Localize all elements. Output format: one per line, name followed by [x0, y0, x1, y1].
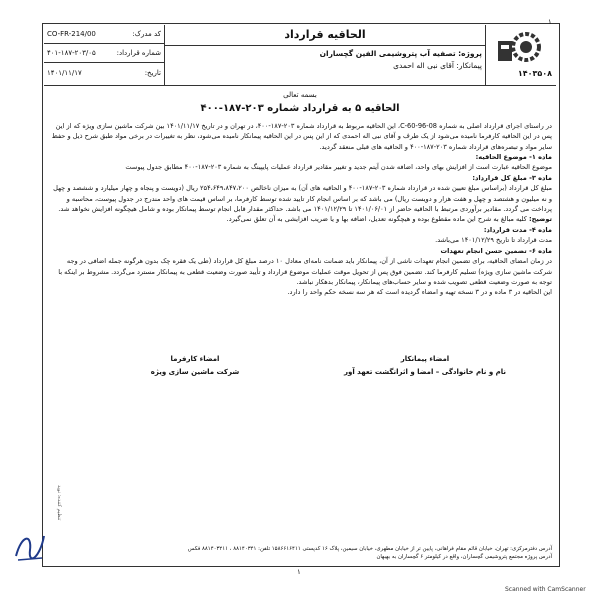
article-4-heading: ماده ۴- مدت قرارداد:	[483, 225, 552, 234]
contract-date: ۱۴۰۱/۱۱/۱۷	[47, 68, 82, 77]
form-code-label: کد مدرک:	[132, 30, 161, 38]
amendment-title: الحاقیه ۵ به قرارداد شماره ۲۰۳-۱۸۷-۴۰۰	[200, 103, 400, 115]
employer-signature-name: شرکت ماشین سازی ویژه	[150, 368, 240, 376]
contractor-label: پیمانکار:	[456, 61, 482, 70]
document-header	[44, 25, 556, 86]
bismillah: بسمه تعالی	[283, 91, 317, 99]
contractor-signature-block	[340, 353, 510, 379]
note-heading: توضیح:	[528, 215, 552, 224]
contract-number-label: شماره قرارداد:	[116, 49, 161, 57]
header-center	[164, 25, 486, 85]
office-address: آدرس دفترمرکزی: تهران، خیابان قائم مقام فراهانی، پایین تر از خیابان مطهری، خیابان سیمین، پلاک ۱۶ کدپستی ۱۵۸۶۶۱۶۴۱۱ تلفن: ۸۸۱۴۰۳۴۱ ، ۸۸۱۴۰۳۲۱۱ فکس	[187, 546, 552, 552]
form-code: CO-FR-214/00	[47, 30, 96, 38]
header-meta	[44, 25, 165, 85]
project-label: پروژه:	[458, 49, 482, 58]
project-name: تصفیه آب پتروشیمی الفین گچساران	[319, 49, 456, 58]
intro-paragraph: در راستای اجرای قرارداد اصلی به شماره C-60-96-08، این الحاقیه مربوط به قرارداد شماره ۲۰۳-۱۸۷-۴۰۰، در تهران و در تاریخ ۱۴۰۱/۱۱/۱۷ بین شرکت ماشین سازی ویژه که از این پس در این الحاقیه کارفرما نامیده می‌شود از یک طرف و آقای نبی اله احمدی که از این پس در این الحاقیه پیمانکار نامیده می‌شود، نظر به تغییرات در برخی مواد طبق شرح ذیل و حفظ سایر مواد و تبصره‌های قرارداد شماره ۲۰۳-۱۸۷-۴۰۰ و الحاقیه های قبلی منعقد گردید.	[51, 121, 552, 151]
page-corner-number: ۱	[548, 18, 552, 26]
employer-signature-block	[110, 353, 280, 379]
contractor-signature-name: نام و نام خانوادگی – امضا و اثرانگشت تعهد آور	[343, 368, 507, 376]
document-title: الحاقیه قرارداد	[164, 25, 486, 46]
document-body	[48, 90, 552, 298]
article-1-text: موضوع الحاقیه عبارت است از افزایش بهای واحد، اضافه شدن آیتم جدید و تغییر مقادیر قرارداد عملیات پایپینگ به شماره ۲۰۳-۱۸۷-۴۰۰ مطابق جدول پیوست	[125, 163, 552, 172]
article-1-heading: ماده ۱- موضوع الحاقیه:	[475, 153, 552, 162]
article-3-text: مبلغ کل قرارداد (براساس مبلغ تعیین شده در قرارداد شماره ۲۰۳-۱۸۷-۴۰۰ و الحاقیه های آن) به میزان ناخالص ۲۵۴،۶۴۹،۸۴۷،۲۰۰ ریال (دویست و پنجاه و چهار میلیارد و ششصد و چهل و نه میلیون و هشتصد و چهل و هفت هزار و دویست ریال) می باشد که بر اساس انجام کار تایید شده توسط کارفرما، بر اساس قیمت های واحد مندرج در جدول پیوست، محاسبه و پرداخت می گردد. مقادیر برآوردی مرتبط با الحاقیه حاضر از ۱۴۰۱/۰۶/۰۱ تا ۱۴۰۱/۱۲/۲۹ می باشد. حداکثر مقدار قابل انجام توسط پیمانکار بوده و شامل هیچگونه افزایش نخواهد شد.	[53, 184, 552, 214]
employer-signature-label: امضاء کارفرما	[170, 355, 220, 363]
footer-address	[48, 545, 552, 561]
side-note: تنظیم کننده: نوید	[56, 484, 62, 520]
article-3-heading: ماده ۳- مبلغ کل قرارداد:	[472, 173, 552, 182]
page-number: ۱	[297, 568, 301, 576]
scanner-watermark: Scanned with CamScanner	[505, 586, 586, 593]
article-4-text: مدت قرارداد تا تاریخ ۱۴۰۱/۱۲/۲۹ می‌باشد.	[435, 236, 552, 245]
note-text: کلیه مبالغ به شرح این ماده مقطوع بوده و هیچگونه تعدیل، اضافه بها و یا ضریب افزایشی به آن تعلق نمی‌گیرد.	[226, 215, 527, 224]
contractor-signature-label: امضاء پیمانکار	[400, 355, 450, 363]
signature-stamp-icon	[12, 528, 48, 564]
project-address: آدرس پروژه مجتمع پتروشیمی گچساران، واقع در کیلومتر ۶ گچساران به بهبهان	[376, 554, 552, 560]
header-logo-cell	[485, 25, 556, 85]
company-logo-icon	[494, 31, 550, 67]
contractor-name: آقای نبی اله احمدی	[393, 61, 454, 70]
contract-date-label: تاریخ:	[144, 68, 161, 77]
closing-statement: این الحاقیه در ۳ ماده و در ۳ نسخه تهیه و امضاء گردیده است که هر سه نسخه حکم واحد را دارد.	[287, 288, 552, 297]
logo-number: ۱۴۰۳۵۰۸	[517, 69, 552, 78]
article-6-text: در زمان امضای الحاقیه، برای تضمین انجام تعهدات ناشی از آن، پیمانکار باید ضمانت نامه‌ای معادل ۱۰ درصد مبلغ کل قرارداد (طی یک فقره چک بدون هرگونه جمله اضافی در وجه شرکت ماشین سازی ویژه) تسلیم کارفرما کند. تضمین فوق پس از تحویل موقت عملیات موضوع قرارداد و تأیید صورت وضعیت قطعی به پیمانکار مسترد می‌گردد. مشروط بر اینکه با توجه به صورت وضعیت قطعی تصویب شده و سایر حساب‌های پیمانکار، پیمانکار بدهکار نباشد.	[58, 257, 552, 286]
contract-number: ۴۰۱-۱۸۷-۲۰۳/۰۵	[47, 49, 96, 57]
article-6-heading: ماده ۶- تضمین حسن انجام تعهدات	[440, 246, 552, 255]
